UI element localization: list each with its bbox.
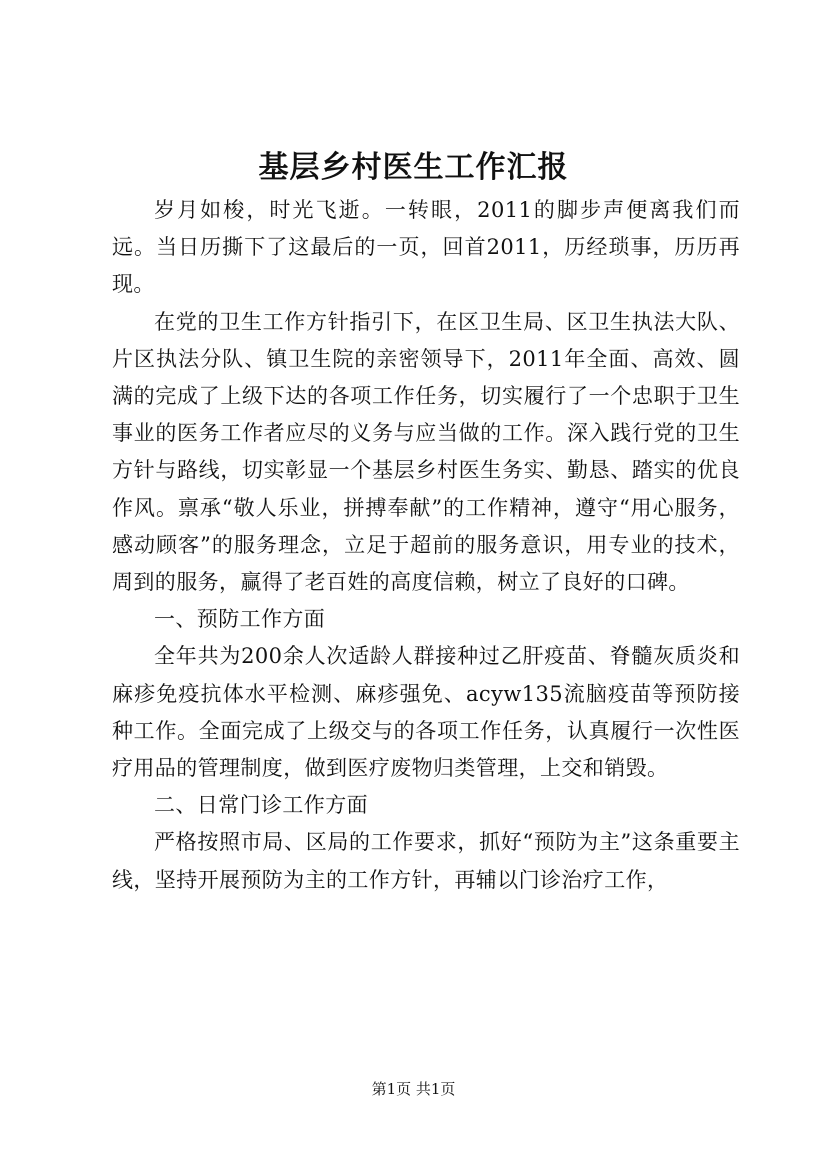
- document-body: [112, 192, 740, 899]
- paragraph-intro: 岁月如梭，时光飞逝。一转眼，2011的脚步声便离我们而远。当日历撕下了这最后的一页，回首2011，历经琐事，历历再现。: [112, 198, 740, 297]
- section-heading-outpatient: 二、日常门诊工作方面: [154, 793, 368, 818]
- page-footer: 第1页 共1页: [371, 1080, 456, 1098]
- document-title: 基层乡村医生工作汇报: [258, 150, 569, 185]
- section-heading-prevention: 一、预防工作方面: [154, 607, 326, 632]
- paragraph-summary: 在党的卫生工作方针指引下，在区卫生局、区卫生执法大队、片区执法分队、镇卫生院的亲密领导下，2011年全面、高效、圆满的完成了上级下达的各项工作任务，切实履行了一个忠职于卫生事业的医务工作者应尽的义务与应当做的工作。深入践行党的卫生方针与路线，切实彰显一个基层乡村医生务实、勤恳、踏实的优良作风。禀承“敬人乐业，拼搏奉献”的工作精神，遵守“用心服务，感动顾客”的服务理念，立足于超前的服务意识，用专业的技术，周到的服务，赢得了老百姓的高度信赖，树立了良好的口碑。: [112, 309, 740, 595]
- paragraph-outpatient: 严格按照市局、区局的工作要求，抓好“预防为主”这条重要主线，坚持开展预防为主的工作方针，再辅以门诊治疗工作，: [112, 830, 740, 892]
- paragraph-prevention: 全年共为200余人次适龄人群接种过乙肝疫苗、脊髓灰质炎和麻疹免疫抗体水平检测、麻疹强免、acyw135流脑疫苗等预防接种工作。全面完成了上级交与的各项工作任务，认真履行一次性医疗用品的管理制度，做到医疗废物归类管理，上交和销毁。: [112, 644, 740, 781]
